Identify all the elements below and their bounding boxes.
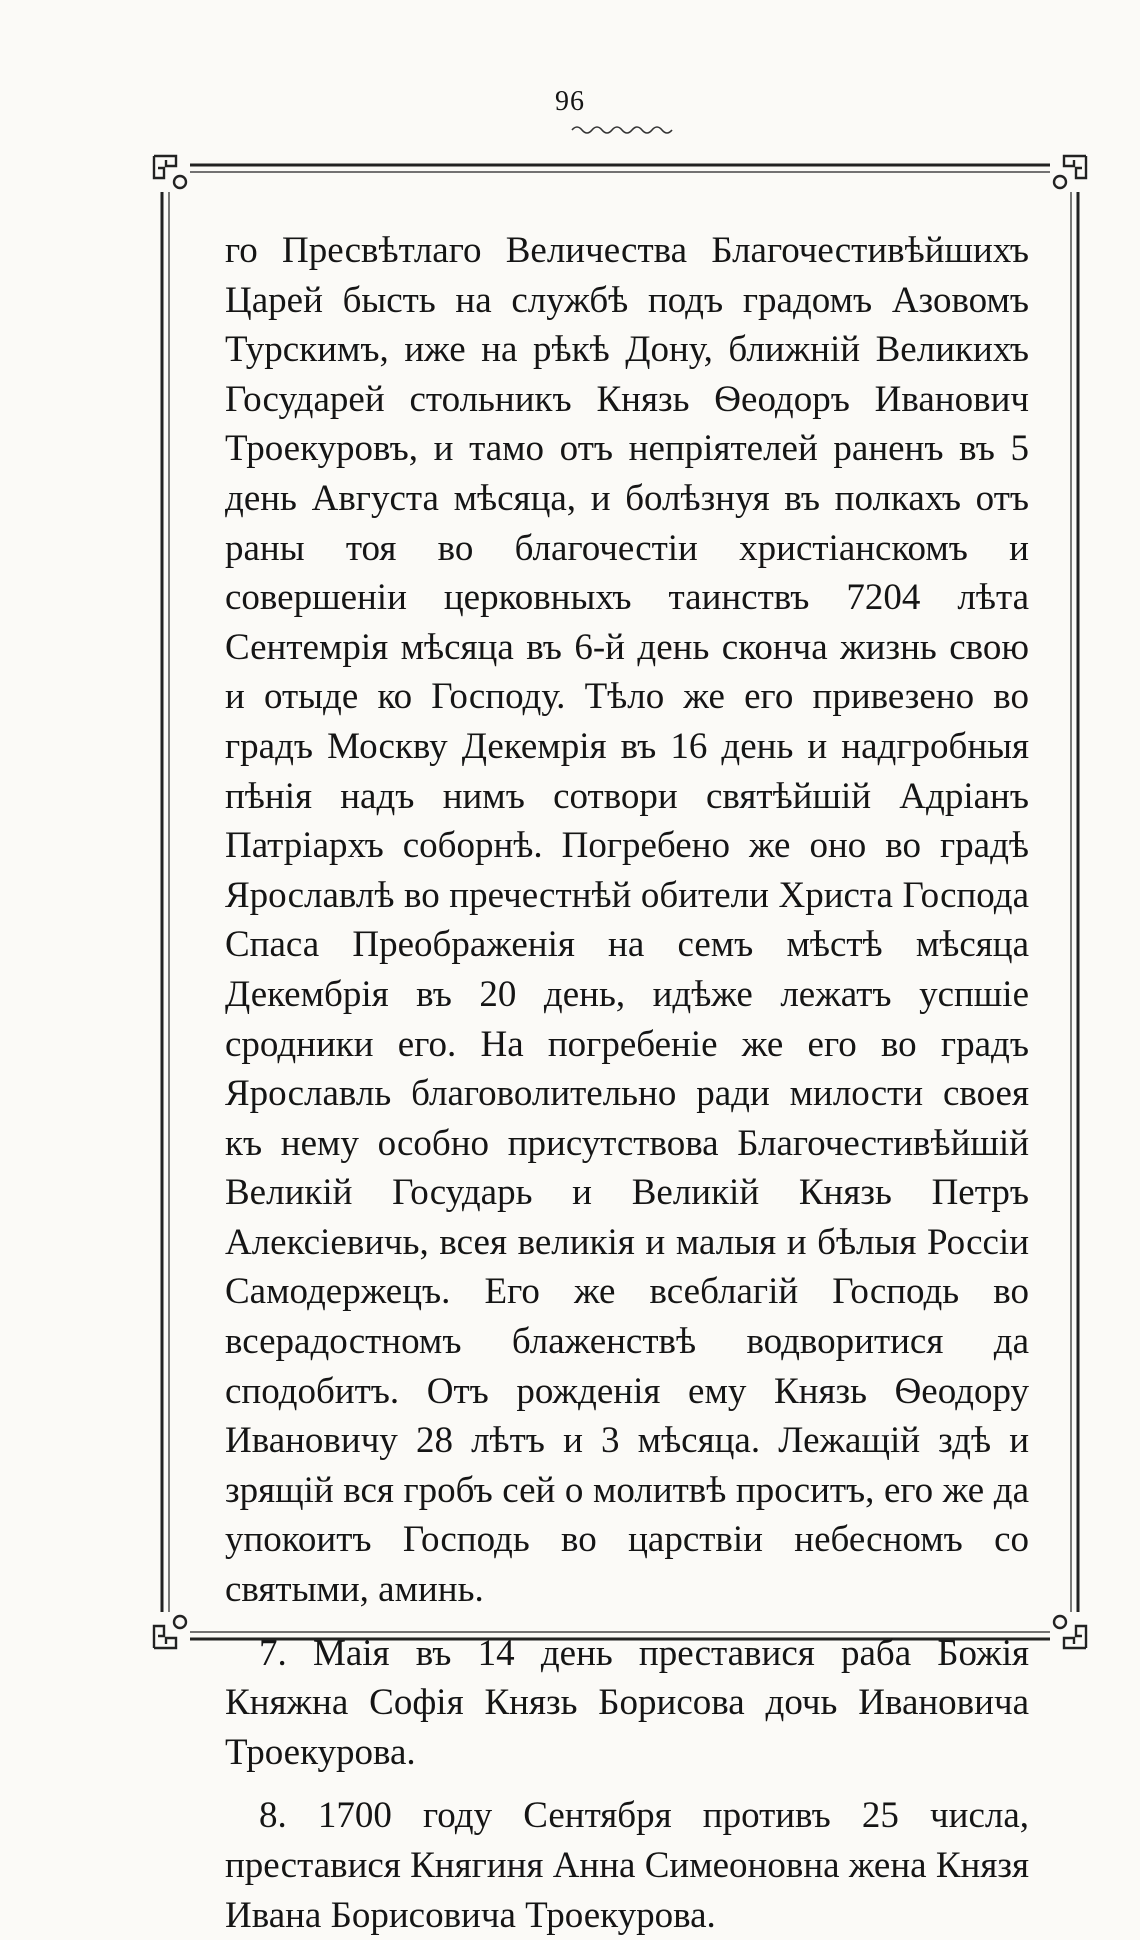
paragraph-entry-7: 7. Маiя въ 14 день преставися раба Божiя Княжна Софiя Князь Борисова дочь Ивановича Троекурова. <box>225 1632 1029 1773</box>
page-number-ornament <box>570 122 680 136</box>
page-number: 96 <box>555 86 585 117</box>
paragraph-entry-8: 8. 1700 году Сентября противъ 25 числа, преставися Княгиня Анна Симеоновна жена Князя Ивана Борисовича Троекурова. <box>225 1795 1029 1936</box>
page-body <box>225 226 1029 1940</box>
paragraph-continuation: го Пресвѣтлаго Величества Благочестивѣйшихъ Царей бысть на службѣ подъ градомъ Азовомъ Турскимъ, иже на рѣкѣ Дону, ближнiй Великихъ Государей стольникъ Князь Ѳеодоръ Иванович Троекуровъ, и тамо отъ непрiятелей раненъ въ 5 день Августа мѣсяца, и болѣзнуя въ полкахъ отъ раны тоя во благочестiи христiанскомъ и совершенiи церковныхъ таинствъ 7204 лѣта Сентемрiя мѣсяца въ 6-й день сконча жизнь свою и отыде ко Господу. Тѣло же его привезено во градъ Москву Декемрiя въ 16 день и надгробныя пѣнiя надъ нимъ сотвори святѣйшiй Адрiанъ Патрiархъ соборнѣ. Погребено же оно во градѣ Ярославлѣ во пречестнѣй обители Христа Господа Спаса Преображенiя на семъ мѣстѣ мѣсяца Декембрiя въ 20 день, идѣже лежатъ успшiе сродники его. На погребенiе же его во градъ Ярославль благоволительно ради милости своея къ нему особно присутствова Благочестивѣйшiй Великiй Государь и Великiй Князь Петръ Алексiевичь, всея великiя и малыя и бѣлыя Россiи Самодержецъ. Его же всеблагiй Господь во всерадостномъ блаженствѣ водворитися да сподобитъ. Отъ рожденiя ему Князь Ѳеодору Ивановичу 28 лѣтъ и 3 мѣсяца. Лежащiй здѣ и зрящiй вся гробъ сей о молитвѣ проситъ, его же да упокоитъ Господь во царствiи небесномъ со святыми, аминь. <box>225 230 1029 1611</box>
